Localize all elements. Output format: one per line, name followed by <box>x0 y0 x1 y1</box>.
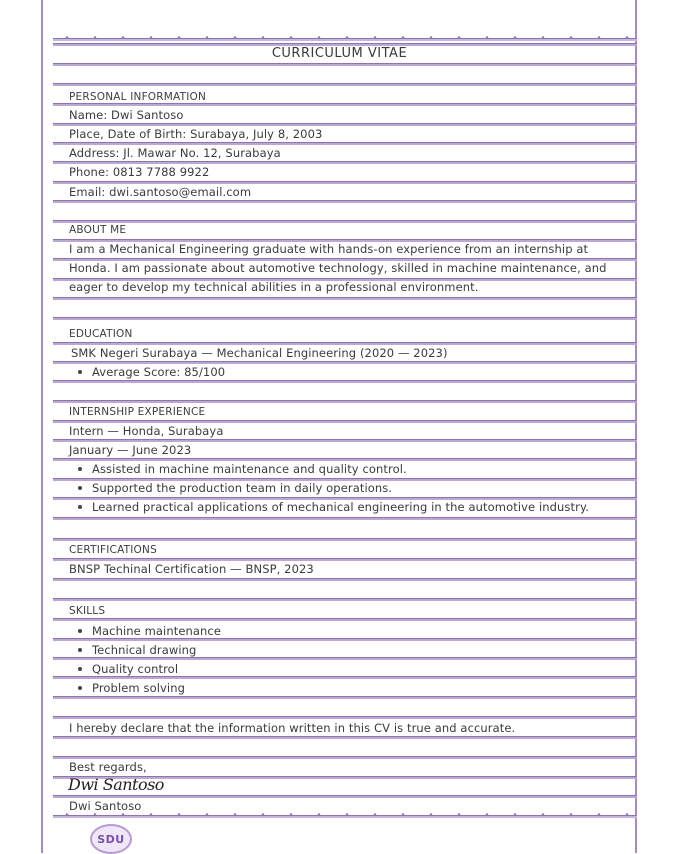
internship-item <box>78 481 392 495</box>
bullet-icon <box>78 648 82 652</box>
rule <box>53 716 637 719</box>
section-heading-certifications: CERTIFICATIONS <box>69 544 157 556</box>
rule <box>53 420 637 423</box>
skill-item-text: Problem solving <box>92 681 185 695</box>
rule <box>53 317 637 320</box>
rule <box>53 538 637 541</box>
rule <box>53 458 637 461</box>
bullet-icon <box>78 686 82 690</box>
declaration-text: I hereby declare that the information written in this CV is true and accurate. <box>69 721 516 735</box>
section-heading-education: EDUCATION <box>69 328 133 340</box>
internship-item <box>78 462 407 476</box>
bullet-icon <box>78 467 82 471</box>
top-dotted-rule <box>53 38 637 41</box>
rule <box>53 517 637 520</box>
document-title: CURRICULUM VITAE <box>271 46 408 61</box>
bullet-icon <box>78 505 82 509</box>
rule <box>53 400 637 403</box>
rule <box>53 657 637 660</box>
rule <box>53 598 637 601</box>
rule <box>53 380 637 383</box>
skill-item <box>78 643 196 657</box>
internship-item-text: Assisted in machine maintenance and quality control. <box>92 462 407 476</box>
internship-role: Intern — Honda, Surabaya <box>69 424 224 438</box>
personal-name: Name: Dwi Santoso <box>69 108 184 122</box>
personal-birth: Place, Date of Birth: Surabaya, July 8, 2003 <box>69 127 323 141</box>
about-me-line: eager to develop my technical abilities in a professional environment. <box>69 280 479 294</box>
rule <box>53 161 637 164</box>
education-item <box>78 365 225 379</box>
logo-text: SDU <box>97 832 125 846</box>
rule <box>53 638 637 641</box>
personal-email: Email: dwi.santoso@email.com <box>69 185 252 199</box>
section-heading-internship: INTERNSHIP EXPERIENCE <box>69 406 206 418</box>
section-heading-personal-information: PERSONAL INFORMATION <box>69 91 207 103</box>
skill-item-text: Machine maintenance <box>92 624 222 638</box>
rule <box>53 63 637 66</box>
rule <box>53 181 637 184</box>
page-border-left <box>41 0 43 853</box>
rule <box>53 756 637 759</box>
bullet-icon <box>78 667 82 671</box>
rule <box>53 676 637 679</box>
education-item-text: Average Score: 85/100 <box>92 365 226 379</box>
bottom-dotted-rule <box>53 815 637 818</box>
skill-item <box>78 681 185 695</box>
rule <box>53 558 637 561</box>
sdu-logo-icon <box>90 824 132 854</box>
personal-address: Address: Jl. Mawar No. 12, Surabaya <box>69 146 281 160</box>
about-me-line: I am a Mechanical Engineering graduate with hands-on experience from an internship at <box>69 242 589 256</box>
page-border-right <box>635 0 637 853</box>
rule <box>53 220 637 223</box>
internship-period: January — June 2023 <box>69 443 192 457</box>
bullet-icon <box>78 370 82 374</box>
rule <box>53 736 637 739</box>
internship-item-text: Supported the production team in daily operations. <box>92 481 393 495</box>
education-school: SMK Negeri Surabaya — Mechanical Engineering (2020 — 2023) <box>71 346 448 360</box>
section-heading-about-me: ABOUT ME <box>69 224 127 236</box>
rule <box>53 297 637 300</box>
internship-item <box>78 500 589 514</box>
skill-item <box>78 662 178 676</box>
rule <box>53 618 637 621</box>
bullet-icon <box>78 486 82 490</box>
certification-entry: BNSP Techinal Certification — BNSP, 2023 <box>69 562 314 576</box>
rule <box>53 578 637 581</box>
rule <box>53 439 637 442</box>
closing-name: Dwi Santoso <box>69 799 142 813</box>
rule <box>53 361 637 364</box>
rule <box>53 696 637 699</box>
skill-item-text: Technical drawing <box>92 643 197 657</box>
skill-item-text: Quality control <box>92 662 179 676</box>
closing-regards: Best regards, <box>69 760 147 774</box>
rule <box>53 142 637 145</box>
personal-phone: Phone: 0813 7788 9922 <box>69 165 210 179</box>
rule <box>53 123 637 126</box>
internship-item-text: Learned practical applications of mechanical engineering in the automotive industry. <box>92 500 589 514</box>
rule <box>53 795 637 798</box>
rule <box>53 342 637 345</box>
rule <box>53 83 637 86</box>
signature: Dwi Santoso <box>68 775 164 794</box>
rule <box>53 200 637 203</box>
bullet-icon <box>78 629 82 633</box>
about-me-line: Honda. I am passionate about automotive technology, skilled in machine maintenance, and <box>69 261 607 275</box>
section-heading-skills: SKILLS <box>69 605 106 617</box>
skill-item <box>78 624 221 638</box>
